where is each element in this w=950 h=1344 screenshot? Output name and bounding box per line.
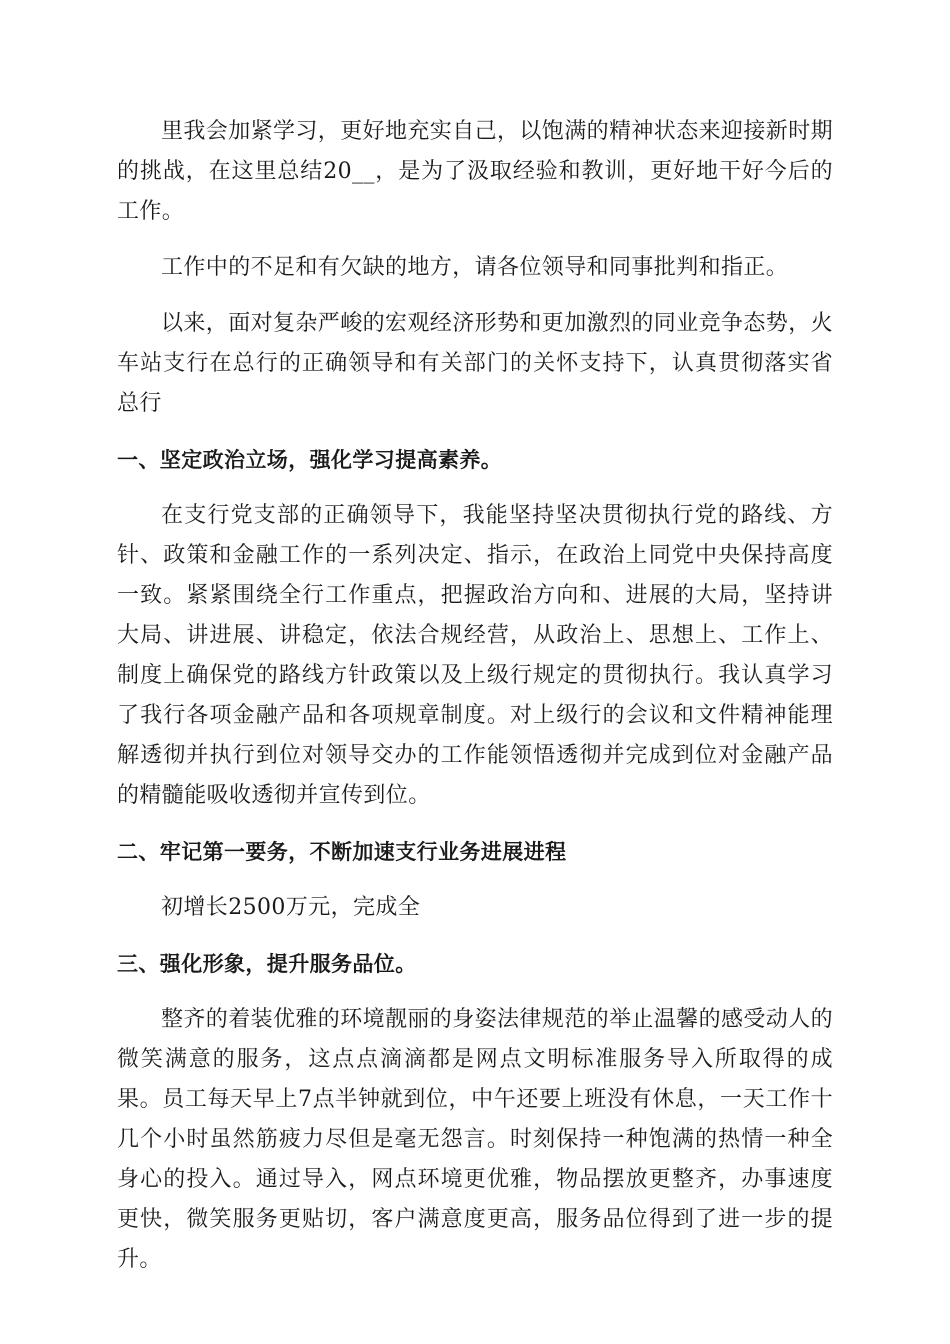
paragraph-5: 初增长2500万元，完成全 (161, 895, 421, 920)
paragraph-4: 在支行党支部的正确领导下，我能坚持坚决贯彻执行党的路线、方针、政策和金融工作的一系列决定、指示，在政治上同党中央保持高度一致。紧紧围绕全行工作重点，把握政治方向和、进展的大局，坚持讲大局、讲进展、讲稳定，依法合规经营，从政治上、思想上、工作上、制度上确保党的路线方针政策以及上级行规定的贯彻执行。我认真学习了我行各项金融产品和各项规章制度。对上级行的会议和文件精神能理解透彻并执行到位对领导交办的工作能领悟透彻并完成到位对金融产品的精髓能吸收透彻并宣传到位。 (117, 503, 833, 808)
paragraph-6: 整齐的着装优雅的环境靓丽的身姿法律规范的举止温馨的感受动人的微笑满意的服务，这点点滴滴都是网点文明标准服务导入所取得的成果。员工每天早上7点半钟就到位，中午还要上班没有休息，一天工作十几个小时虽然筋疲力尽但是毫无怨言。时刻保持一种饱满的热情一种全身心的投入。通过导入，网点环境更优雅，物品摆放更整齐，办事速度更快，微笑服务更贴切，客户满意度更高，服务品位得到了进一步的提升。 (117, 1007, 834, 1272)
section-heading-1: 一、坚定政治立场，强化学习提高素养。 (117, 448, 503, 472)
paragraph-1: 里我会加紧学习，更好地充实自己，以饱满的精神状态来迎接新时期的挑战，在这里总结20__，是为了汲取经验和教训，更好地干好今后的工作。 (117, 119, 834, 224)
paragraph-2: 工作中的不足和有欠缺的地方，请各位领导和同事批判和指正。 (161, 255, 789, 280)
section-heading-2: 二、牢记第一要务，不断加速支行业务进展进程 (117, 840, 567, 864)
paragraph-3: 以来，面对复杂严峻的宏观经济形势和更加激烈的同业竞争态势，火车站支行在总行的正确领导和有关部门的关怀支持下，认真贯彻落实省总行 (117, 311, 834, 416)
section-heading-3: 三、强化形象，提升服务品位。 (117, 952, 417, 976)
document-body (117, 112, 833, 1280)
